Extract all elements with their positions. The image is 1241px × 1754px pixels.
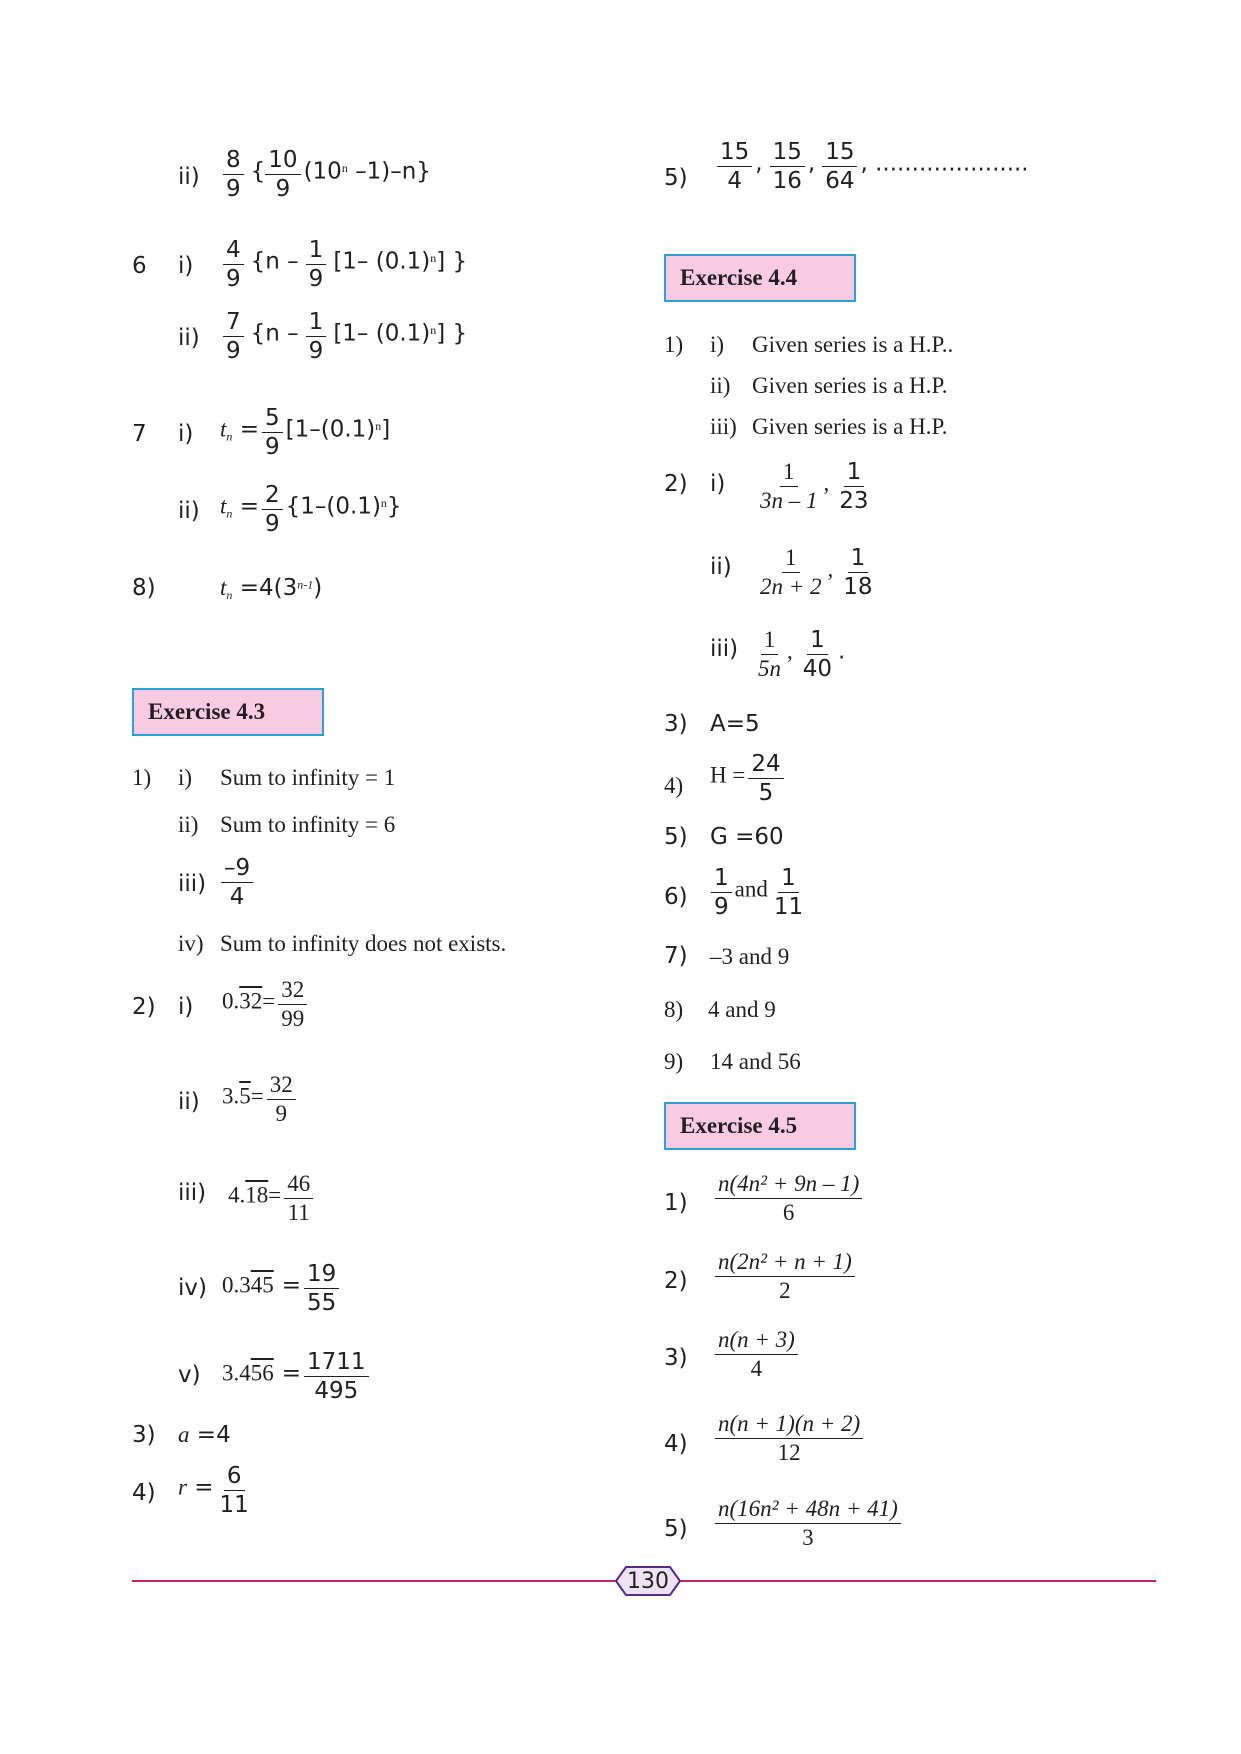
right-q5-number: 5) <box>664 165 688 191</box>
ex43-q2-ii-label: ii) <box>178 1089 200 1115</box>
fraction: $\frac{15}{16}$ <box>770 140 805 193</box>
ex44-q8-text: 4 and 9 <box>708 997 776 1022</box>
fraction: $\frac{32}{99}$ <box>278 978 307 1031</box>
fraction: $\frac{\text{n(16n² + 48n + 41)}}{3}$ <box>715 1497 901 1550</box>
ex44-q2-ii-expr: $\frac{1}{2n + 2}$ , $\frac{1}{18}$ <box>754 546 879 599</box>
ex44-q2-i-label: i) <box>710 471 726 497</box>
ex43-q1-iv-text: Sum to infinity does not exists. <box>220 931 507 956</box>
fraction: $\frac{1}{18}$ <box>843 545 873 601</box>
ex44-q1-iii-text: Given series is a H.P. <box>752 414 948 439</box>
ex43-q3-expr: a =4 <box>178 1422 231 1448</box>
exercise-4-3-heading: Exercise 4.3 <box>132 688 324 736</box>
ex43-q2-iii-expr: 4.18= $\frac{46}{11}$ <box>228 1172 316 1225</box>
ex44-q2-i-expr: $\frac{1}{3n - 1}$ , $\frac{1}{23}$ <box>754 460 875 513</box>
q7-i-expr: $t_n$ = $\frac{5}{9}$ $[1-(0.1)^n]$ <box>220 405 391 461</box>
fraction: $\frac{1}{11}$ <box>773 865 804 921</box>
footer-rule-left <box>132 1580 616 1582</box>
ex43-q3-number: 3) <box>132 1422 156 1448</box>
fraction: $\frac{6}{11}$ <box>219 1463 249 1519</box>
ex43-q1-iii-label: iii) <box>178 871 207 897</box>
ex44-q2-iii-expr: $\frac{1}{5n}$ , $\frac{1}{40}$ . <box>752 628 845 681</box>
ex43-q2-iv-label: iv) <box>178 1275 207 1301</box>
fraction: $\frac{-9}{4}$ <box>221 856 253 909</box>
fraction: $\frac{32}{9}$ <box>267 1073 296 1126</box>
ex44-q2-ii-label: ii) <box>710 554 732 580</box>
fraction: $\frac{10}{9}$ <box>265 148 300 201</box>
q8-number: 8) <box>132 575 156 601</box>
exercise-4-4-heading: Exercise 4.4 <box>664 254 856 302</box>
ex44-q7-number: 7) <box>664 943 688 969</box>
fraction: $\frac{24}{5}$ <box>748 752 783 805</box>
fraction: $\frac{1}{40}$ <box>802 627 833 683</box>
ex45-q3-number: 3) <box>664 1345 688 1371</box>
ex44-q5-text: G =60 <box>710 824 784 850</box>
fraction: $\frac{1}{2n + 2}$ <box>760 545 822 600</box>
ex44-q1-iii-label: iii) <box>710 414 737 439</box>
ex44-q1-number: 1) <box>664 332 684 357</box>
ex43-q2-iv-expr: 0.345 = $\frac{19}{55}$ <box>222 1262 342 1315</box>
ex44-q4-expr: H = $\frac{24}{5}$ <box>710 752 787 805</box>
fraction: $\frac{1711}{495}$ <box>304 1350 369 1403</box>
ex43-q2-i-expr: 0.32= $\frac{32}{99}$ <box>222 978 310 1031</box>
q6-i-expr: $\frac{4}{9}$ {n – $\frac{1}{9}$ [1– $(0.1)^n$] } <box>220 238 467 291</box>
ex43-q2-i-label: i) <box>178 994 194 1020</box>
fraction: $\frac{15}{64}$ <box>822 140 857 193</box>
ex44-q1-ii-label: ii) <box>710 373 731 398</box>
ex44-q3-number: 3) <box>664 711 688 737</box>
fraction: $\frac{4}{9}$ <box>223 238 244 291</box>
fraction: $\frac{\text{n(2n² + n + 1)}}{2}$ <box>715 1250 855 1303</box>
ex43-q1-number: 1) <box>132 765 152 790</box>
ex45-q4-number: 4) <box>664 1431 688 1457</box>
ex44-q7-text: –3 and 9 <box>710 944 790 969</box>
ex44-q1-i-text: Given series is a H.P.. <box>752 332 954 357</box>
ex44-q2-iii-label: iii) <box>710 636 739 662</box>
ex43-q1-ii-label: ii) <box>178 812 199 837</box>
fraction: $\frac{1}{23}$ <box>839 459 869 515</box>
ex43-q1-i-label: i) <box>178 765 193 790</box>
fraction: $\frac{1}{9}$ <box>306 310 327 363</box>
ex44-q2-number: 2) <box>664 471 688 497</box>
ex43-q4-number: 4) <box>132 1480 156 1506</box>
ex44-q3-text: A=5 <box>710 711 760 737</box>
ex44-q5-number: 5) <box>664 824 688 850</box>
fraction: $\frac{1}{9}$ <box>306 238 327 291</box>
ex43-q1-iii-expr <box>218 856 256 909</box>
q6-ii-label: ii) <box>178 325 200 351</box>
ex44-q1-ii-text: Given series is a H.P. <box>752 373 948 398</box>
ex44-q9-text: 14 and 56 <box>710 1049 801 1074</box>
fraction: $\frac{n(n + 3)}{4}$ <box>715 1328 798 1381</box>
ex45-q1-number: 1) <box>664 1190 688 1216</box>
ex43-q2-number: 2) <box>132 994 156 1020</box>
q8-expr: $t_n =4(3^{n-1})$ <box>220 575 323 603</box>
fraction: $\frac{1}{5n}$ <box>758 627 781 682</box>
ex44-q4-number: 4) <box>664 773 684 798</box>
ex43-q1-i-text: Sum to infinity = 1 <box>220 765 396 790</box>
left-top-ii-label: ii) <box>178 164 200 190</box>
ex45-q1-expr <box>712 1172 865 1225</box>
exercise-4-5-heading: Exercise 4.5 <box>664 1102 856 1150</box>
q6-ii-expr: $\frac{7}{9}$ {n – $\frac{1}{9}$ [1– $(0.1)^n$] } <box>220 310 467 363</box>
ex43-q4-expr: r = $\frac{6}{11}$ <box>178 1464 255 1517</box>
right-q5-expr: $\frac{15}{4}$ , $\frac{15}{16}$ , $\frac{15}{64}$ , ..................... <box>714 140 1029 193</box>
page-number-badge <box>614 1565 682 1597</box>
ex45-q5-expr <box>712 1497 904 1550</box>
ex45-q2-number: 2) <box>664 1268 688 1294</box>
q6-i-label: i) <box>178 253 194 279</box>
fraction: $\frac{1}{9}$ <box>711 866 732 919</box>
ex44-q1-i-label: i) <box>710 332 725 357</box>
ex45-q2-expr <box>712 1250 858 1303</box>
ex43-q2-ii-expr: 3.5= $\frac{32}{9}$ <box>222 1073 299 1126</box>
footer-rule-right <box>680 1580 1156 1582</box>
fraction: $\frac{n(n + 1)(n + 2)}{12}$ <box>715 1412 863 1465</box>
q6-number: 6 <box>132 253 147 279</box>
ex44-q6-number: 6) <box>664 884 688 910</box>
ex43-q1-iv-label: iv) <box>178 931 204 956</box>
ex45-q5-number: 5) <box>664 1516 688 1542</box>
fraction: $\frac{1}{3n - 1}$ <box>760 459 818 514</box>
fraction: $\frac{5}{9}$ <box>262 406 283 459</box>
fraction: $\frac{15}{4}$ <box>717 140 752 193</box>
ex43-q2-v-expr: 3.456 = $\frac{1711}{495}$ <box>222 1350 372 1403</box>
ex44-q6-expr: $\frac{1}{9}$ and $\frac{1}{11}$ <box>708 866 809 919</box>
ex43-q2-v-label: v) <box>178 1362 201 1388</box>
fraction: $\frac{46}{11}$ <box>284 1172 313 1225</box>
ex45-q3-expr <box>712 1328 801 1381</box>
left-top-ii-expr: $\frac{8}{9}$ { $\frac{10}{9}$ (10$^n$ –1)–n} <box>220 148 431 201</box>
fraction: $\frac{2}{9}$ <box>262 483 283 536</box>
fraction: $\frac{19}{55}$ <box>304 1262 339 1315</box>
ex44-q9-number: 9) <box>664 1049 684 1074</box>
q7-ii-label: ii) <box>178 498 200 524</box>
fraction: $\frac{7}{9}$ <box>223 310 244 363</box>
fraction: $\frac{8}{9}$ <box>223 148 244 201</box>
q7-number: 7 <box>132 421 147 447</box>
ex43-q2-iii-label: iii) <box>178 1180 207 1206</box>
q7-ii-expr: $t_n$ = $\frac{2}{9}$ $\{1-(0.1)^n\}$ <box>220 482 402 538</box>
ex45-q4-expr <box>712 1412 866 1465</box>
page-number: 130 <box>627 1569 669 1594</box>
q7-i-label: i) <box>178 421 194 447</box>
ex43-q1-ii-text: Sum to infinity = 6 <box>220 812 396 837</box>
ex44-q8-number: 8) <box>664 997 684 1022</box>
fraction: $\frac{\text{n(4n² + 9n – 1)}}{6}$ <box>715 1172 862 1225</box>
